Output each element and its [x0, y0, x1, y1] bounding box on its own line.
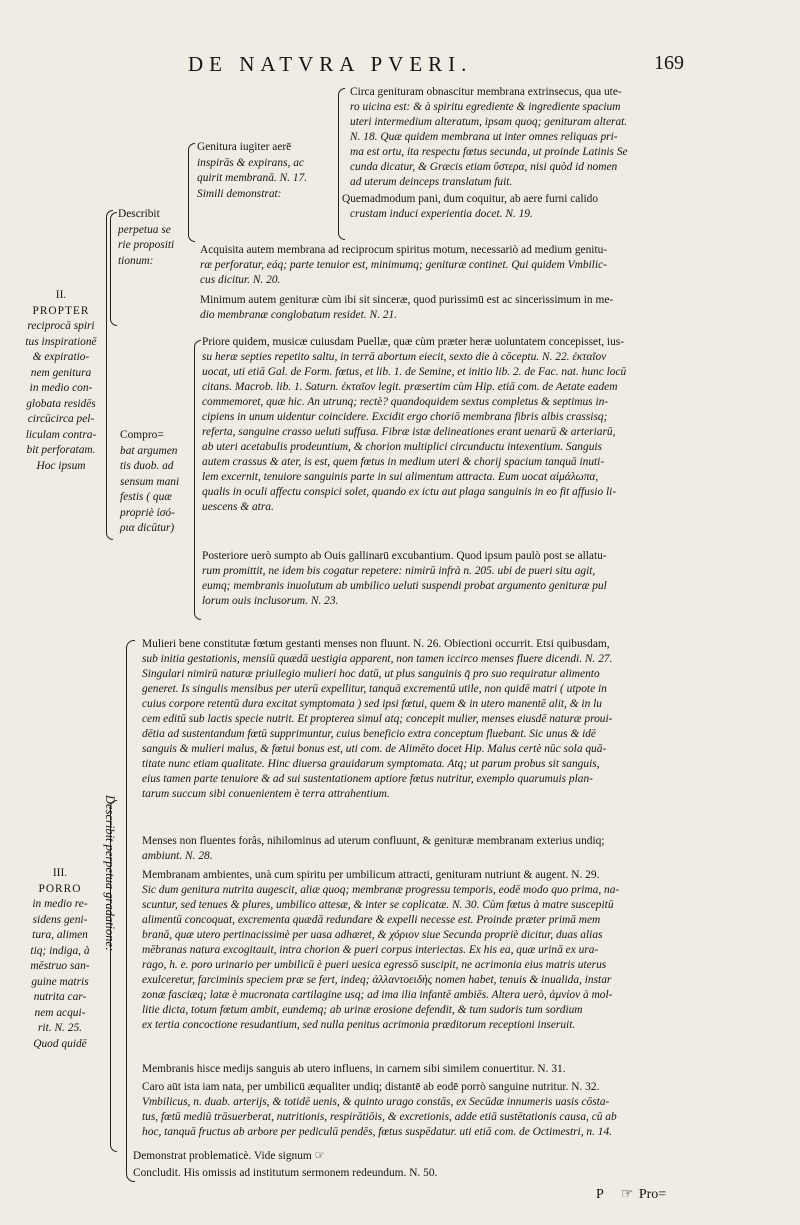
quemadmodum-paragraph	[342, 192, 598, 222]
label-line: Quod quidē	[33, 1037, 87, 1050]
text-line: crustam induci experientia docet. N. 19.	[350, 208, 533, 220]
label-line: ρια dicūtur)	[120, 522, 175, 534]
text-line: dio membranæ conglobatum residet. N. 21.	[200, 309, 398, 321]
signature-mark: P	[596, 1187, 604, 1202]
text-line: mēbranas natura excogitauit, intra chorion & pueri corpus interiectas. Ex his ea, quæ urinā ex ura-	[142, 944, 599, 956]
label-line: bit perforatam.	[26, 444, 96, 456]
label-line: propriè ἰσό-	[120, 506, 175, 519]
circa-paragraph	[350, 85, 628, 190]
text-line: zonæ fasciæq; latæ è mucronata cartilagine usq; ad ima ilia infantē ambiēs. Altera uerò, ἀμνίον à mol-	[142, 989, 613, 1001]
label-line: bat argumen	[120, 444, 178, 457]
label-line: & expiratio-	[32, 351, 90, 363]
brace-genitura	[188, 143, 195, 242]
text-line: exulceretur, farciminis speciem præ se fert, indeq; ἀλλαντοειδὴς nomen habet, tenuis & inualida, instar	[142, 974, 612, 986]
text-line: generet. Is singulis mensibus per uterū expellitur, tanquā excrementū utile, non quidē matri ( utpote in	[142, 683, 607, 695]
text-line: sub initia gestationis, mensiū quædā uestigia apparent, non tamen iccirco menses fluere dicendi. N. 27.	[142, 653, 613, 665]
minimum-paragraph	[200, 293, 613, 323]
caro-paragraph	[142, 1080, 617, 1140]
text-line: Quemadmodum pani, dum coquitur, ab aere furni calido	[342, 193, 599, 205]
text-line: titate nunc etiam qualitate. Hinc diuersa grauidarum symptomata. Atq; ut parum probus sit sanguis,	[142, 758, 600, 770]
text-line: cipiens in unum uidentur coincidere. Excidit ergo choriō membrana fibris albis crassisq;	[202, 411, 608, 423]
label-line: inspirās & expirans, ac	[197, 156, 304, 169]
text-line: dētia ad sustentandum fœtū supprimuntur, cuius beneficio extra conceptum fluebant. Sic unus & idē	[142, 728, 596, 740]
text-line: uteri intermedium alteratum, ipsam quoq; genituram alterat.	[350, 116, 628, 128]
label-line: Compro=	[120, 429, 164, 441]
menses-paragraph	[142, 834, 605, 864]
text-line: Circa genituram obnascitur membrana extrinsecus, qua ute-	[350, 86, 622, 98]
label-line: PORRO	[38, 882, 82, 895]
text-line: su heræ septies repetito saltu, in terrā abortum eiecit, sexto die à cōceptu. N. 22. ἐκταῖον	[202, 351, 607, 363]
brace-comprobat	[194, 340, 201, 620]
text-line: commemoret, quæ hic. An utrunq; rectè? quandoquidem sextus completus & septimus in-	[202, 396, 609, 408]
text-line: Menses non fluentes forâs, nihilominus ad uterum confluunt, & genituræ membranam exterius undiq;	[142, 835, 605, 847]
text-line: Vmbilicus, n. duab. arterijs, & totidē uenis, & quinto urago constās, ex Secūdæ innumeris uasis cōsta-	[142, 1096, 610, 1108]
text-line: Sic dum genitura nutrita augescit, aliæ quoq; membranæ progressu temporis, eodē modo quo prima, na-	[142, 884, 620, 896]
label-line: mēstruo san-	[30, 960, 90, 972]
label-line: liculam contra-	[25, 428, 97, 441]
describit-gradatione-label: Describit perpetua gradatione:	[103, 795, 117, 952]
page-number: 169	[654, 52, 684, 74]
text-line: ad uterum deinceps translatum fuit.	[350, 176, 513, 188]
text-line: N. 18. Quæ quidem membrana ut inter omnes reliquas pri-	[350, 131, 618, 143]
genitura-label	[197, 140, 307, 202]
label-line: III.	[52, 867, 68, 879]
posteriore-paragraph	[202, 549, 607, 609]
label-line: PROPTER	[32, 304, 90, 317]
text-line: Priore quidem, musicæ cuiusdam Puellæ, quæ cùm præter heræ uoluntatem concepisset, ius-	[202, 336, 625, 348]
text-line: ro uicina est: & à spiritu egrediente & ingrediente spacium	[350, 101, 621, 113]
text-line: rum promittit, ne idem bis cogatur repetere: nimirū infrà n. 205. ubi de pueri situ agit,	[202, 565, 596, 577]
label-line: quirit membranā. N. 17.	[197, 172, 308, 184]
porro-label	[20, 866, 100, 1052]
text-line: citans. Macrob. lib. 1. Saturn. ἐκταῖον legit. præsertim cùm Hip. etiā com. de Aetate eadem	[202, 381, 618, 393]
demonstrat-text: Demonstrat problematicè. Vide signum	[133, 1150, 312, 1162]
label-line: nutrita car-	[33, 991, 87, 1003]
text-line: tarum succum sibi conuenientem è terra attrahentium.	[142, 788, 390, 800]
label-line: II.	[55, 289, 67, 301]
membranis-paragraph	[142, 1062, 566, 1077]
text-line: cus dicitur. N. 20.	[200, 274, 281, 286]
manicule-sign-icon: ☞	[314, 1150, 325, 1162]
label-line: reciprocā spiri	[27, 320, 95, 332]
text-line: uocat, uti etiā Gal. de Form. fœtus, et lib. 1. de Semine, et initio lib. 2. de Fac. nat. hunc locū	[202, 366, 627, 378]
text-line: ma est ortu, ita respectu fœtus secunda, ut proinde Latinis Se	[350, 146, 628, 158]
label-line: guine matris	[31, 975, 89, 988]
label-line: in medio con-	[29, 382, 93, 394]
label-line: Simili demonstrat:	[197, 187, 282, 200]
label-line: nem genitura	[30, 366, 92, 379]
text-line: Posteriore uerò sumpto ab Ouis gallinarū excubantium. Quod ipsum paulò post se allatu-	[202, 550, 607, 562]
label-line: sensum mani	[120, 475, 180, 488]
text-line: sanguis & mulieri malus, & fœtui bonus est, uti com. de Alimēto docet Hip. Malus certè nūc sola quā-	[142, 743, 607, 755]
label-line: festis ( quæ	[120, 491, 172, 503]
label-line: sidens geni-	[32, 913, 88, 926]
text-line: cunda dicatur, & Græcis etiam ὕστερα, nisi quòd id nomen	[350, 161, 618, 173]
text-line: Mulieri bene constitutæ fœtum gestanti menses non fluunt. N. 26. Obiectioni occurrit. Etsi quibusdam,	[142, 638, 610, 650]
text-line: eius tamen parte tenuiore & ad sui sustentationem aptiore fœtus nutritur, exemplo quarumuis plan-	[142, 773, 593, 785]
text-line: Acquisita autem membrana ad reciprocum spiritus motum, necessariò ad medium genitu-	[200, 244, 608, 256]
text-line: branā, quæ utero pertinacissimè per uasa adhæret, & χόριον siue Secunda propriè dicitur, duas alias	[142, 929, 603, 941]
text-line: alimentū concoquat, excrementa quædā redundare & expelli necesse est. Proinde præter primā mem	[142, 914, 601, 926]
label-line: tura, alimen	[32, 929, 88, 941]
text-line: ambiunt. N. 28.	[142, 850, 213, 862]
label-line: Describit	[118, 208, 160, 220]
text-line: Minimum autem genituræ cùm ibi sit sinceræ, quod purissimū est ac sincerissimum in me-	[200, 294, 614, 306]
text-line: ex tertia concoctione resudantium, sed nulla penitus acrimonia præditorum receptioni inseruit.	[142, 1019, 576, 1031]
label-line: Genitura iugiter aerē	[197, 141, 292, 153]
label-line: perpetua se	[118, 223, 171, 236]
catchword: Pro=	[638, 1187, 667, 1202]
label-line: nem acqui-	[34, 1006, 86, 1019]
membranam-paragraph	[142, 868, 619, 1033]
label-line: tis duob. ad	[120, 460, 174, 472]
concludit-line	[133, 1166, 437, 1181]
label-line: in medio re-	[32, 898, 88, 910]
text-line: tus, fœtū mediū trāsuerberat, nutritionis, respirātiōis, & excretionis, adde etiā sustētationis causa, cū ab	[142, 1111, 617, 1123]
text-line: Singulari nimirū naturæ priuilegio mulieri hoc datū, ut plus sanguinis q̄ pro suo requiratur alimento	[142, 668, 600, 680]
propter-label	[18, 288, 104, 474]
text-line: referta, sanguine crasso ueluti suffusa. Fibræ istæ delineationes erant uenarū & arteriarū,	[202, 426, 616, 438]
label-line: rit. N. 25.	[38, 1022, 82, 1034]
text-line: autem crassus & ater, is est, quem fœtus in medium uteri & chorij spacium tanquā inuti-	[202, 456, 605, 468]
text-line: cem editū sub lactis specie nutrit. Et propterea simul atq; concepit mulier, menses eiusdē naturæ proui-	[142, 713, 613, 725]
text-line: qualis in oculi affectu conspici solet, quando ex ictu aut plaga sanguinis in eo fit affusio li-	[202, 486, 617, 498]
label-line: circūcirca pel-	[27, 413, 95, 425]
label-line: rie propositi	[118, 239, 175, 251]
text-line: hoc, tanquā fructus ab arbore per pediculū pendēs, fœtus suspēdatur. uti etiā com. de Octimestri, n. 14.	[142, 1126, 613, 1138]
text-line: Concludit. His omissis ad institutum sermonem redeundum. N. 50.	[133, 1167, 438, 1179]
text-line: lorum ouis inclusorum. N. 23.	[202, 595, 339, 607]
describit-label	[118, 207, 174, 269]
brace-gradatione	[126, 640, 135, 1182]
text-line: ab uteri acetabulis prodeuntium, & chorion multiplici circunductu intexentium. Sanguis	[202, 441, 602, 453]
label-line: tiq; indiga, à	[30, 944, 90, 957]
demonstrat-line	[133, 1149, 325, 1164]
text-line: cuius corpore retentū dura excitat symptomata ) sed ipsi fœtui, quem & in utero manentē alit, & in lu	[142, 698, 602, 710]
label-line: Hoc ipsum	[36, 459, 86, 472]
text-line: Membranis hisce medijs sanguis ab utero influens, in carnem sibi similem conuertitur. N. 31.	[142, 1063, 566, 1075]
text-line: litie dicta, totum fœtum ambit, eundemq; ab urinæ erosione defendit, & tum sudoris tum sordium	[142, 1004, 583, 1016]
running-header: DE NATVRA PVERI.	[188, 52, 473, 76]
text-line: scuntur, sed tenues & plures, umbilico attesæ, & inter se coplicatæ. N. 30. Cùm fœtus à matre suscepitū	[142, 899, 614, 911]
text-line: Caro aūt ista iam nata, per umbilicū æqualiter undiq; distantē ab eodē porrò sanguine nutritur. N. 32.	[142, 1081, 600, 1093]
text-line: lem excernit, tenuiore sanguinis parte in sui alimentum attracta. Eum uocat αἱμάλωπα,	[202, 471, 599, 483]
label-line: tionum:	[118, 254, 154, 267]
page-footer	[596, 1186, 666, 1203]
mulieri-paragraph	[142, 637, 612, 802]
priore-paragraph	[202, 335, 626, 515]
label-line: tus inspirationē	[25, 335, 97, 348]
comprobat-label	[120, 428, 179, 537]
label-line: globata residēs	[26, 397, 96, 410]
text-line: eumq; membranis inuolutum ab umbilico ueluti suspendi probat argumento genituræ pul	[202, 580, 607, 592]
text-line: Membranam ambientes, unà cum spiritu per umbilicum attracti, genituram nutriunt & augent. N. 29.	[142, 869, 600, 881]
acquisita-paragraph	[200, 243, 607, 288]
text-line: uescens & atra.	[202, 501, 274, 513]
text-line: ræ perforatur, eáq; parte tenuior est, minimumq; genituræ continet. Qui quidem Vmbilic-	[200, 259, 607, 271]
text-line: rago, h. e. poro urinario per umbilicū è pueri uesica egressō suscipit, ne acrimonia eius matris uterus	[142, 959, 607, 971]
manicule-icon: ☞	[620, 1187, 634, 1202]
brace-section2	[106, 210, 113, 540]
